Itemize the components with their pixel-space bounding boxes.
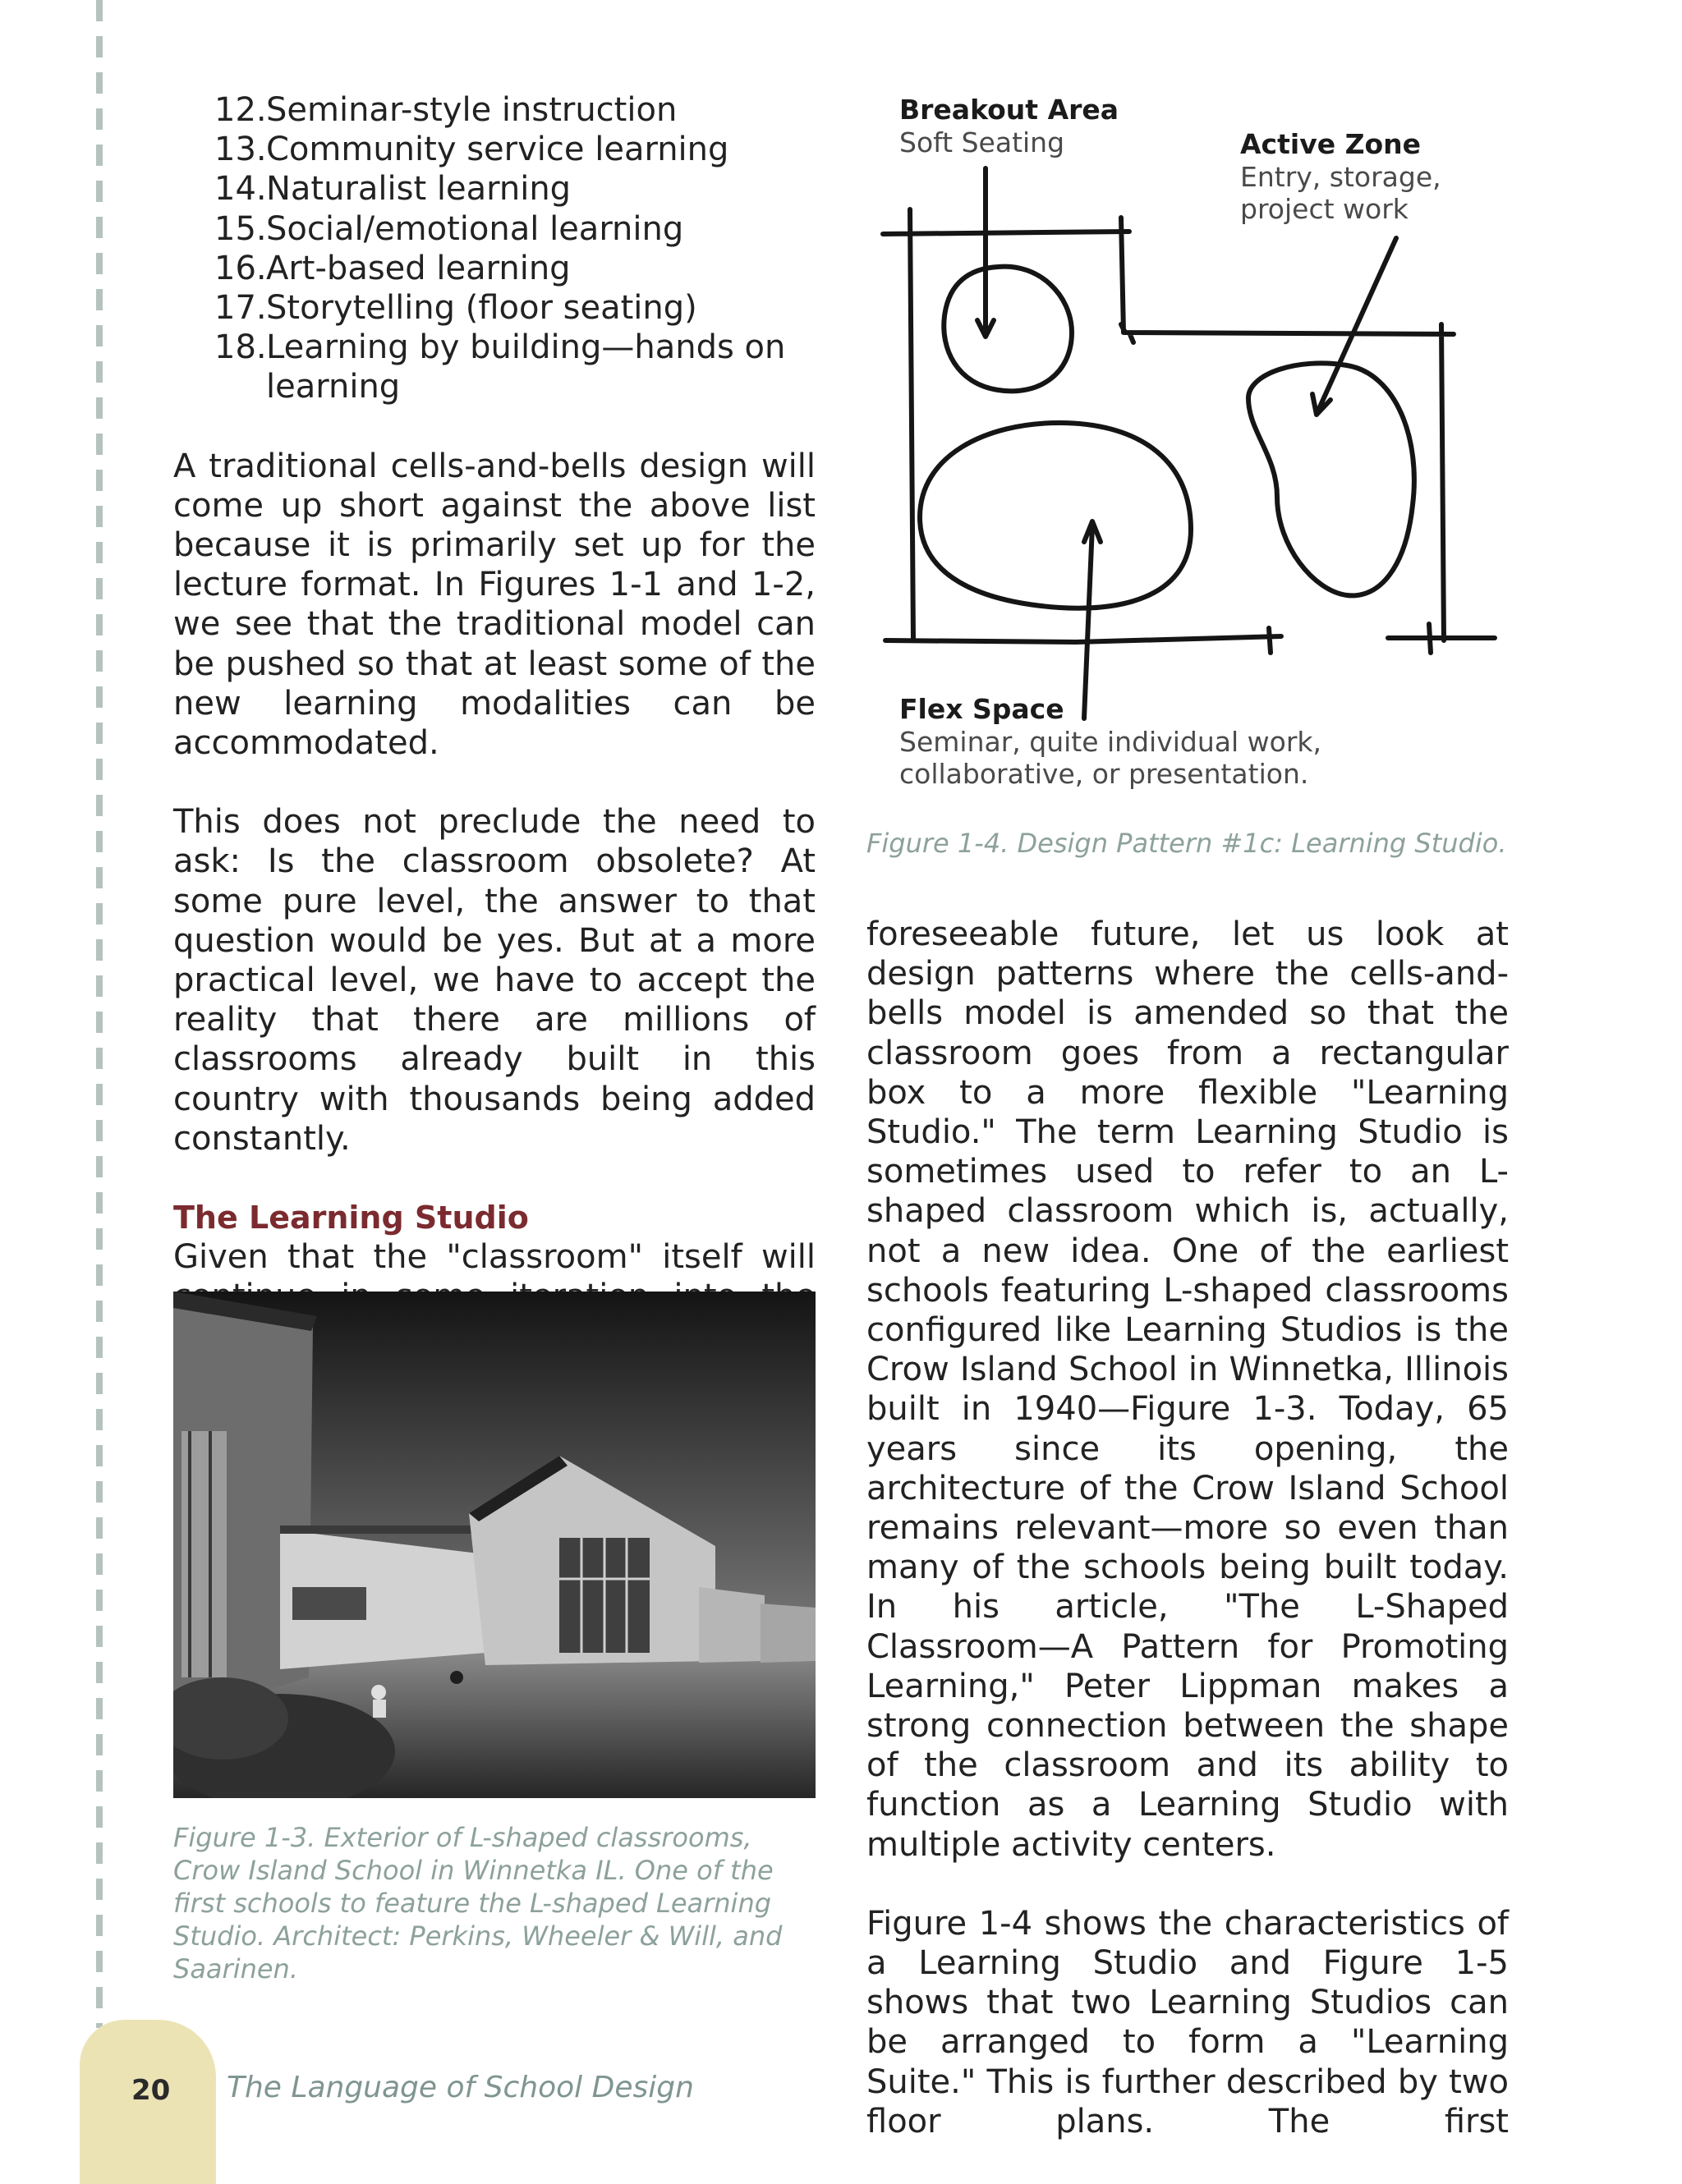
body-paragraph: foreseeable future, let us look at design patterns where the cells-and-bells model is amended so that the classroom goes from a rectangular box to a more flexible "Learning Studio." The term Learning Studio is sometimes used to refer to an L-shaped classroom which is, actually, not a new idea. One of the earliest schools featuring L-shaped classrooms configured like Learning Studios is the Crow Island School in Winnetka, Illinois built in 1940—Figure 1-3. Today, 65 years since its opening, the architecture of the Crow Island School remains relevant—more so even than many of the schools being built today. In his article, "The L-Shaped Classroom—A Pattern for Promoting Learning," Peter Lippman makes a strong connection between the shape of the classroom and its ability to function as a Learning Studio with multiple activity centers. bbox=[866, 915, 1509, 1864]
list-item: 12. Seminar-style instruction bbox=[214, 91, 678, 129]
running-title: The Language of School Design bbox=[227, 2071, 694, 2104]
page-number: 20 bbox=[131, 2074, 171, 2107]
left-column bbox=[173, 90, 816, 1317]
crow-island-school-photo bbox=[173, 1292, 816, 1798]
section-heading: The Learning Studio bbox=[173, 1200, 529, 1237]
figure-1-3-caption-block bbox=[173, 1821, 816, 1985]
flex-space-oval bbox=[920, 423, 1191, 608]
breakout-area-label: Breakout Area bbox=[899, 94, 1119, 126]
body-paragraph: Given that the "classroom" itself will bbox=[173, 1238, 816, 1277]
list-item: 16. Art-based learning bbox=[214, 249, 571, 287]
diagram-sketch bbox=[862, 86, 1536, 809]
active-zone-sublabel: Entry, storage, bbox=[1240, 161, 1441, 193]
list-item: 18. Learning by building—hands on learning bbox=[214, 328, 786, 406]
flex-space-sublabel: collaborative, or presentation. bbox=[899, 758, 1309, 790]
figure-caption: Figure 1-4. Design Pattern #1c: Learning Studio. bbox=[866, 828, 1507, 859]
body-paragraph: Figure 1-4 shows the characteristics of a Learning Studio and Figure 1-5 shows that two Learning Studios can be arranged to form a "Learning Suite." This is further described by two floor plans. The first bbox=[866, 1904, 1509, 2140]
figure-caption: Figure 1-3. Exterior of L-shaped classrooms, Crow Island School in Winnetka IL. One of the first schools to feature the L-shaped Learning Studio. Architect: Perkins, Wheeler & Will, and Saarinen. bbox=[173, 1822, 783, 1984]
breakout-arrow bbox=[977, 168, 994, 337]
body-paragraph: This does not preclude the need to ask: Is the classroom obsolete? At some pure level, the answer to that question would be yes. But at a more practical level, we have to accept the reality that there are millions of classrooms already built in this country with thousands being added constantly. bbox=[173, 803, 816, 1158]
flex-space-arrow bbox=[1084, 521, 1101, 718]
flex-space-sublabel: Seminar, quite individual work, bbox=[899, 726, 1321, 758]
body-paragraph: A traditional cells-and-bells design will come up short against the above list because it is primarily set up for the lecture format. In Figures 1-1 and 1-2, we see that the traditional model can be pushed so that at least some of the new learning modalities can be accommodated. bbox=[173, 447, 816, 763]
margin-dashed-rule bbox=[96, 0, 103, 2028]
list-item: 17. Storytelling (floor seating) bbox=[214, 289, 697, 328]
learning-studio-diagram bbox=[862, 86, 1536, 809]
learning-modalities-list bbox=[214, 90, 816, 407]
active-zone-sublabel: project work bbox=[1240, 193, 1409, 225]
figure-1-4-caption-block bbox=[866, 827, 1523, 860]
right-column bbox=[866, 915, 1509, 2141]
list-item: 13. Community service learning bbox=[214, 131, 729, 169]
floor-plan-outline bbox=[883, 209, 1495, 653]
photo-illustration bbox=[173, 1292, 816, 1798]
list-item: 15. Social/emotional learning bbox=[214, 209, 684, 248]
flex-space-label: Flex Space bbox=[899, 693, 1064, 725]
breakout-area-sublabel: Soft Seating bbox=[899, 126, 1065, 158]
active-zone-label: Active Zone bbox=[1240, 128, 1422, 160]
breakout-circle bbox=[944, 267, 1072, 392]
list-item: 14. Naturalist learning bbox=[214, 170, 572, 209]
